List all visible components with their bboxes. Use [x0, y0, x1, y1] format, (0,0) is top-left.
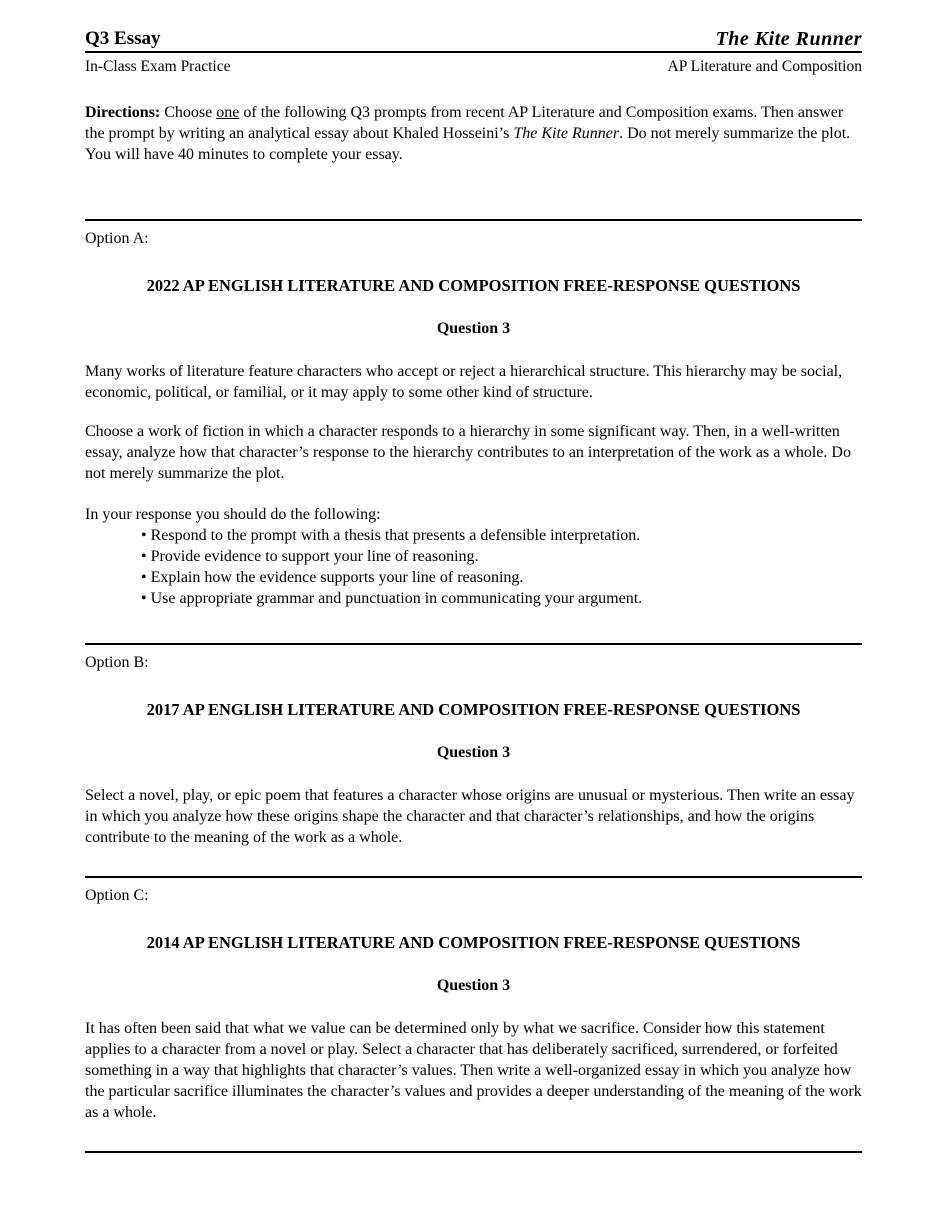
- bullet-item: [141, 588, 862, 609]
- directions-paragraph: [85, 102, 862, 165]
- option-c-question-heading: Question 3: [436, 977, 511, 994]
- page-title: Q3 Essay: [85, 28, 161, 49]
- directions-label: Directions:: [85, 104, 161, 121]
- option-c-frq-heading: 2014 AP ENGLISH LITERATURE AND COMPOSITION FREE-RESPONSE QUESTIONS: [146, 933, 801, 952]
- option-b-frq-heading: 2017 AP ENGLISH LITERATURE AND COMPOSITION FREE-RESPONSE QUESTIONS: [146, 700, 801, 719]
- book-title: The Kite Runner: [715, 28, 862, 50]
- section-option-b: [85, 652, 862, 848]
- bullet-item: [141, 525, 862, 546]
- header-subtitle-row: [85, 57, 862, 76]
- bullet-item: [141, 567, 862, 588]
- directions-text-1: Choose: [160, 104, 217, 121]
- section-option-c: [85, 885, 862, 1123]
- option-a-label: Option A:: [85, 230, 149, 247]
- option-a-paragraph-2: Choose a work of fiction in which a character responds to a hierarchy in some significant way. Then, in a well-written essay, analyze how that character’s response to the hierarchy contributes to an interpretation of the work as a whole. Do not merely summarize the plot.: [85, 423, 851, 482]
- header: [85, 28, 862, 53]
- section-divider: [85, 876, 862, 878]
- directions-text-3: . Do not merely summarize the plot. You will have 40 minutes to complete your essay.: [85, 125, 851, 163]
- directions-text-2: of the following Q3 prompts from recent AP Literature and Composition exams. Then answer the prompt by writing an analytical essay about Khaled Hosseini’s: [85, 104, 844, 142]
- directions-underlined-word: one: [216, 104, 240, 121]
- bullet-text: Respond to the prompt with a thesis that presents a defensible interpretation.: [150, 527, 641, 544]
- bullet-text: Use appropriate grammar and punctuation in communicating your argument.: [150, 590, 643, 607]
- section-divider: [85, 1151, 862, 1153]
- option-c-paragraph-1: It has often been said that what we value can be determined only by what we sacrifice. Consider how this statement applies to a character from a novel or play. Select a character that has deliberately sacrificed, surrendered, or forfeited something in a way that highlights that character’s values. Then write a well-organized essay in which you analyze how the particular sacrifice illuminates the character’s values and provides a deeper understanding of the meaning of the work as a whole.: [85, 1020, 862, 1121]
- option-a-bullet-list: [85, 525, 862, 609]
- bullet-icon: •: [141, 527, 147, 544]
- bullet-icon: •: [141, 569, 147, 586]
- option-c-label: Option C:: [85, 887, 149, 904]
- section-option-a: [85, 228, 862, 609]
- bullet-icon: •: [141, 590, 147, 607]
- option-a-paragraph-1: Many works of literature feature characters who accept or reject a hierarchical structure. This hierarchy may be social, economic, political, or familial, or it may apply to some other kind of structure.: [85, 363, 843, 401]
- directions-book-title: The Kite Runner: [513, 125, 620, 142]
- option-a-frq-heading: 2022 AP ENGLISH LITERATURE AND COMPOSITION FREE-RESPONSE QUESTIONS: [146, 276, 801, 295]
- option-b-paragraph-1: Select a novel, play, or epic poem that features a character whose origins are unusual or mysterious. Then write an essay in which you analyze how these origins shape the character and that character’s relationships, and how the origins contribute to the meaning of the work as a whole.: [85, 787, 855, 846]
- bullet-item: [141, 546, 862, 567]
- option-b-label: Option B:: [85, 654, 149, 671]
- subtitle-right: AP Literature and Composition: [667, 58, 862, 75]
- option-a-list-intro: In your response you should do the following:: [85, 506, 381, 523]
- bullet-text: Explain how the evidence supports your line of reasoning.: [150, 569, 524, 586]
- section-divider: [85, 643, 862, 645]
- option-b-question-heading: Question 3: [436, 744, 511, 761]
- section-divider: [85, 219, 862, 221]
- option-a-question-heading: Question 3: [436, 320, 511, 337]
- subtitle-left: In-Class Exam Practice: [85, 58, 231, 75]
- bullet-text: Provide evidence to support your line of reasoning.: [150, 548, 479, 565]
- bullet-icon: •: [141, 548, 147, 565]
